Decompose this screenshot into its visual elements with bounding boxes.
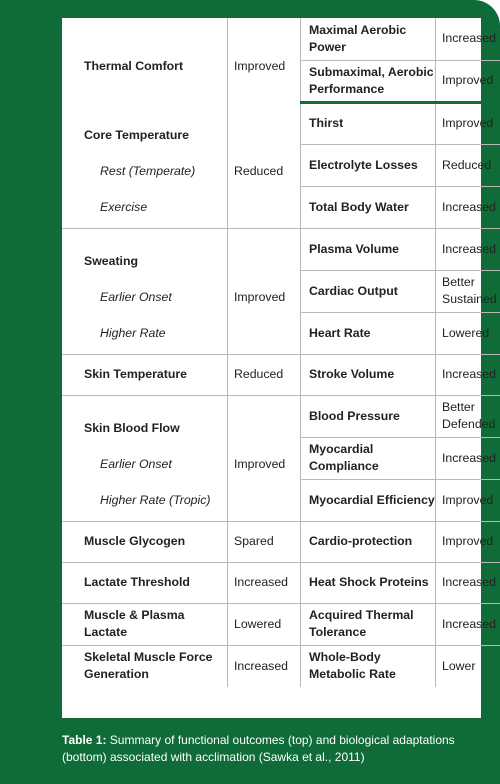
effect-cell: Increased bbox=[436, 562, 500, 603]
outcome-cell: Thermal Comfort bbox=[62, 18, 228, 102]
effect-cell: Increased bbox=[436, 603, 500, 645]
adaptation-cell: Stroke Volume bbox=[301, 354, 436, 395]
effect-cell: Improved bbox=[436, 60, 500, 102]
change-cell: Spared bbox=[228, 521, 301, 562]
effect-cell: Lower bbox=[442, 658, 476, 673]
change-cell: Reduced bbox=[228, 102, 301, 228]
table-row bbox=[62, 354, 500, 395]
effect-cell: Reduced bbox=[436, 144, 500, 186]
effect-cell: Increased bbox=[436, 437, 500, 479]
outcome-sub: Exercise bbox=[100, 199, 148, 214]
table-row bbox=[62, 228, 500, 270]
adaptation-cell: Myocardial Efficiency bbox=[301, 479, 436, 521]
effect-cell: Increased bbox=[436, 186, 500, 228]
outcome-cell bbox=[62, 395, 228, 521]
effect-cell: Improved bbox=[436, 479, 500, 521]
adaptation-cell: Blood Pressure bbox=[301, 395, 436, 437]
effect-cell: Better Defended bbox=[436, 395, 500, 437]
adaptation-cell: Total Body Water bbox=[301, 186, 436, 228]
outcome-cell bbox=[62, 228, 228, 354]
effect-cell: Increased bbox=[436, 18, 500, 60]
adaptation-cell: Whole-Body Metabolic Rate bbox=[301, 645, 436, 687]
adaptation-cell: Myocardial Compliance bbox=[301, 437, 436, 479]
change-cell: Increased bbox=[228, 562, 301, 603]
table-row bbox=[62, 645, 500, 687]
outcome-label: Sweating bbox=[84, 254, 138, 268]
outcome-sub: Rest (Temperate) bbox=[100, 163, 196, 178]
change-cell: Reduced bbox=[228, 354, 301, 395]
outcome-sub: Higher Rate bbox=[100, 326, 166, 340]
outcome-sub: Higher Rate (Tropic) bbox=[100, 493, 211, 507]
outcome-cell: Muscle Glycogen bbox=[62, 521, 228, 562]
adaptation-cell: Plasma Volume bbox=[301, 228, 436, 270]
outcome-sub: Earlier Onset bbox=[100, 290, 172, 304]
change-cell: Improved bbox=[228, 228, 301, 354]
acclimation-table bbox=[62, 18, 500, 687]
effect-cell: Better Sustained bbox=[436, 270, 500, 312]
adaptation-cell: Acquired Thermal Tolerance bbox=[301, 603, 436, 645]
outcome-cell bbox=[62, 102, 228, 228]
adaptation-cell: Heart Rate bbox=[301, 312, 436, 354]
adaptation-cell: Submaximal, Aerobic Performance bbox=[301, 60, 436, 102]
outcome-label: Core Temperature bbox=[84, 127, 190, 142]
effect-cell: Lowered bbox=[436, 312, 500, 354]
table-row bbox=[62, 395, 500, 437]
change-cell: Lowered bbox=[228, 603, 301, 645]
adaptation-cell: Maximal Aerobic Power bbox=[301, 18, 436, 60]
table-caption bbox=[62, 732, 482, 766]
outcome-cell: Lactate Threshold bbox=[62, 562, 228, 603]
change-cell: Improved bbox=[228, 395, 301, 521]
table-row bbox=[62, 562, 500, 603]
table-row bbox=[62, 603, 500, 645]
outcome-cell: Skeletal Muscle Force Generation bbox=[62, 645, 228, 687]
caption-text: Summary of functional outcomes (top) and biological adaptations (bottom) associated with acclimation (Sawka et al., 2011) bbox=[62, 733, 455, 764]
change-cell: Improved bbox=[228, 18, 301, 102]
effect-cell: Increased bbox=[436, 228, 500, 270]
table-row bbox=[62, 18, 500, 60]
adaptation-cell: Cardio-protection bbox=[301, 521, 436, 562]
adaptation-cell: Heat Shock Proteins bbox=[301, 562, 436, 603]
outcome-label: Skin Blood Flow bbox=[84, 421, 180, 435]
change-cell: Increased bbox=[228, 645, 301, 687]
adaptation-cell: Thirst bbox=[301, 102, 436, 144]
table-row bbox=[62, 102, 500, 144]
table-panel bbox=[62, 18, 497, 718]
outcome-cell: Skin Temperature bbox=[62, 354, 228, 395]
outcome-cell: Muscle & Plasma Lactate bbox=[62, 603, 228, 645]
effect-cell: Improved bbox=[436, 102, 500, 144]
effect-cell: Increased bbox=[436, 354, 500, 395]
effect-cell: Improved bbox=[436, 521, 500, 562]
caption-lead: Table 1: bbox=[62, 733, 107, 747]
outcome-sub: Earlier Onset bbox=[100, 457, 172, 471]
adaptation-cell: Cardiac Output bbox=[301, 270, 436, 312]
adaptation-cell: Electrolyte Losses bbox=[301, 144, 436, 186]
table-row bbox=[62, 521, 500, 562]
